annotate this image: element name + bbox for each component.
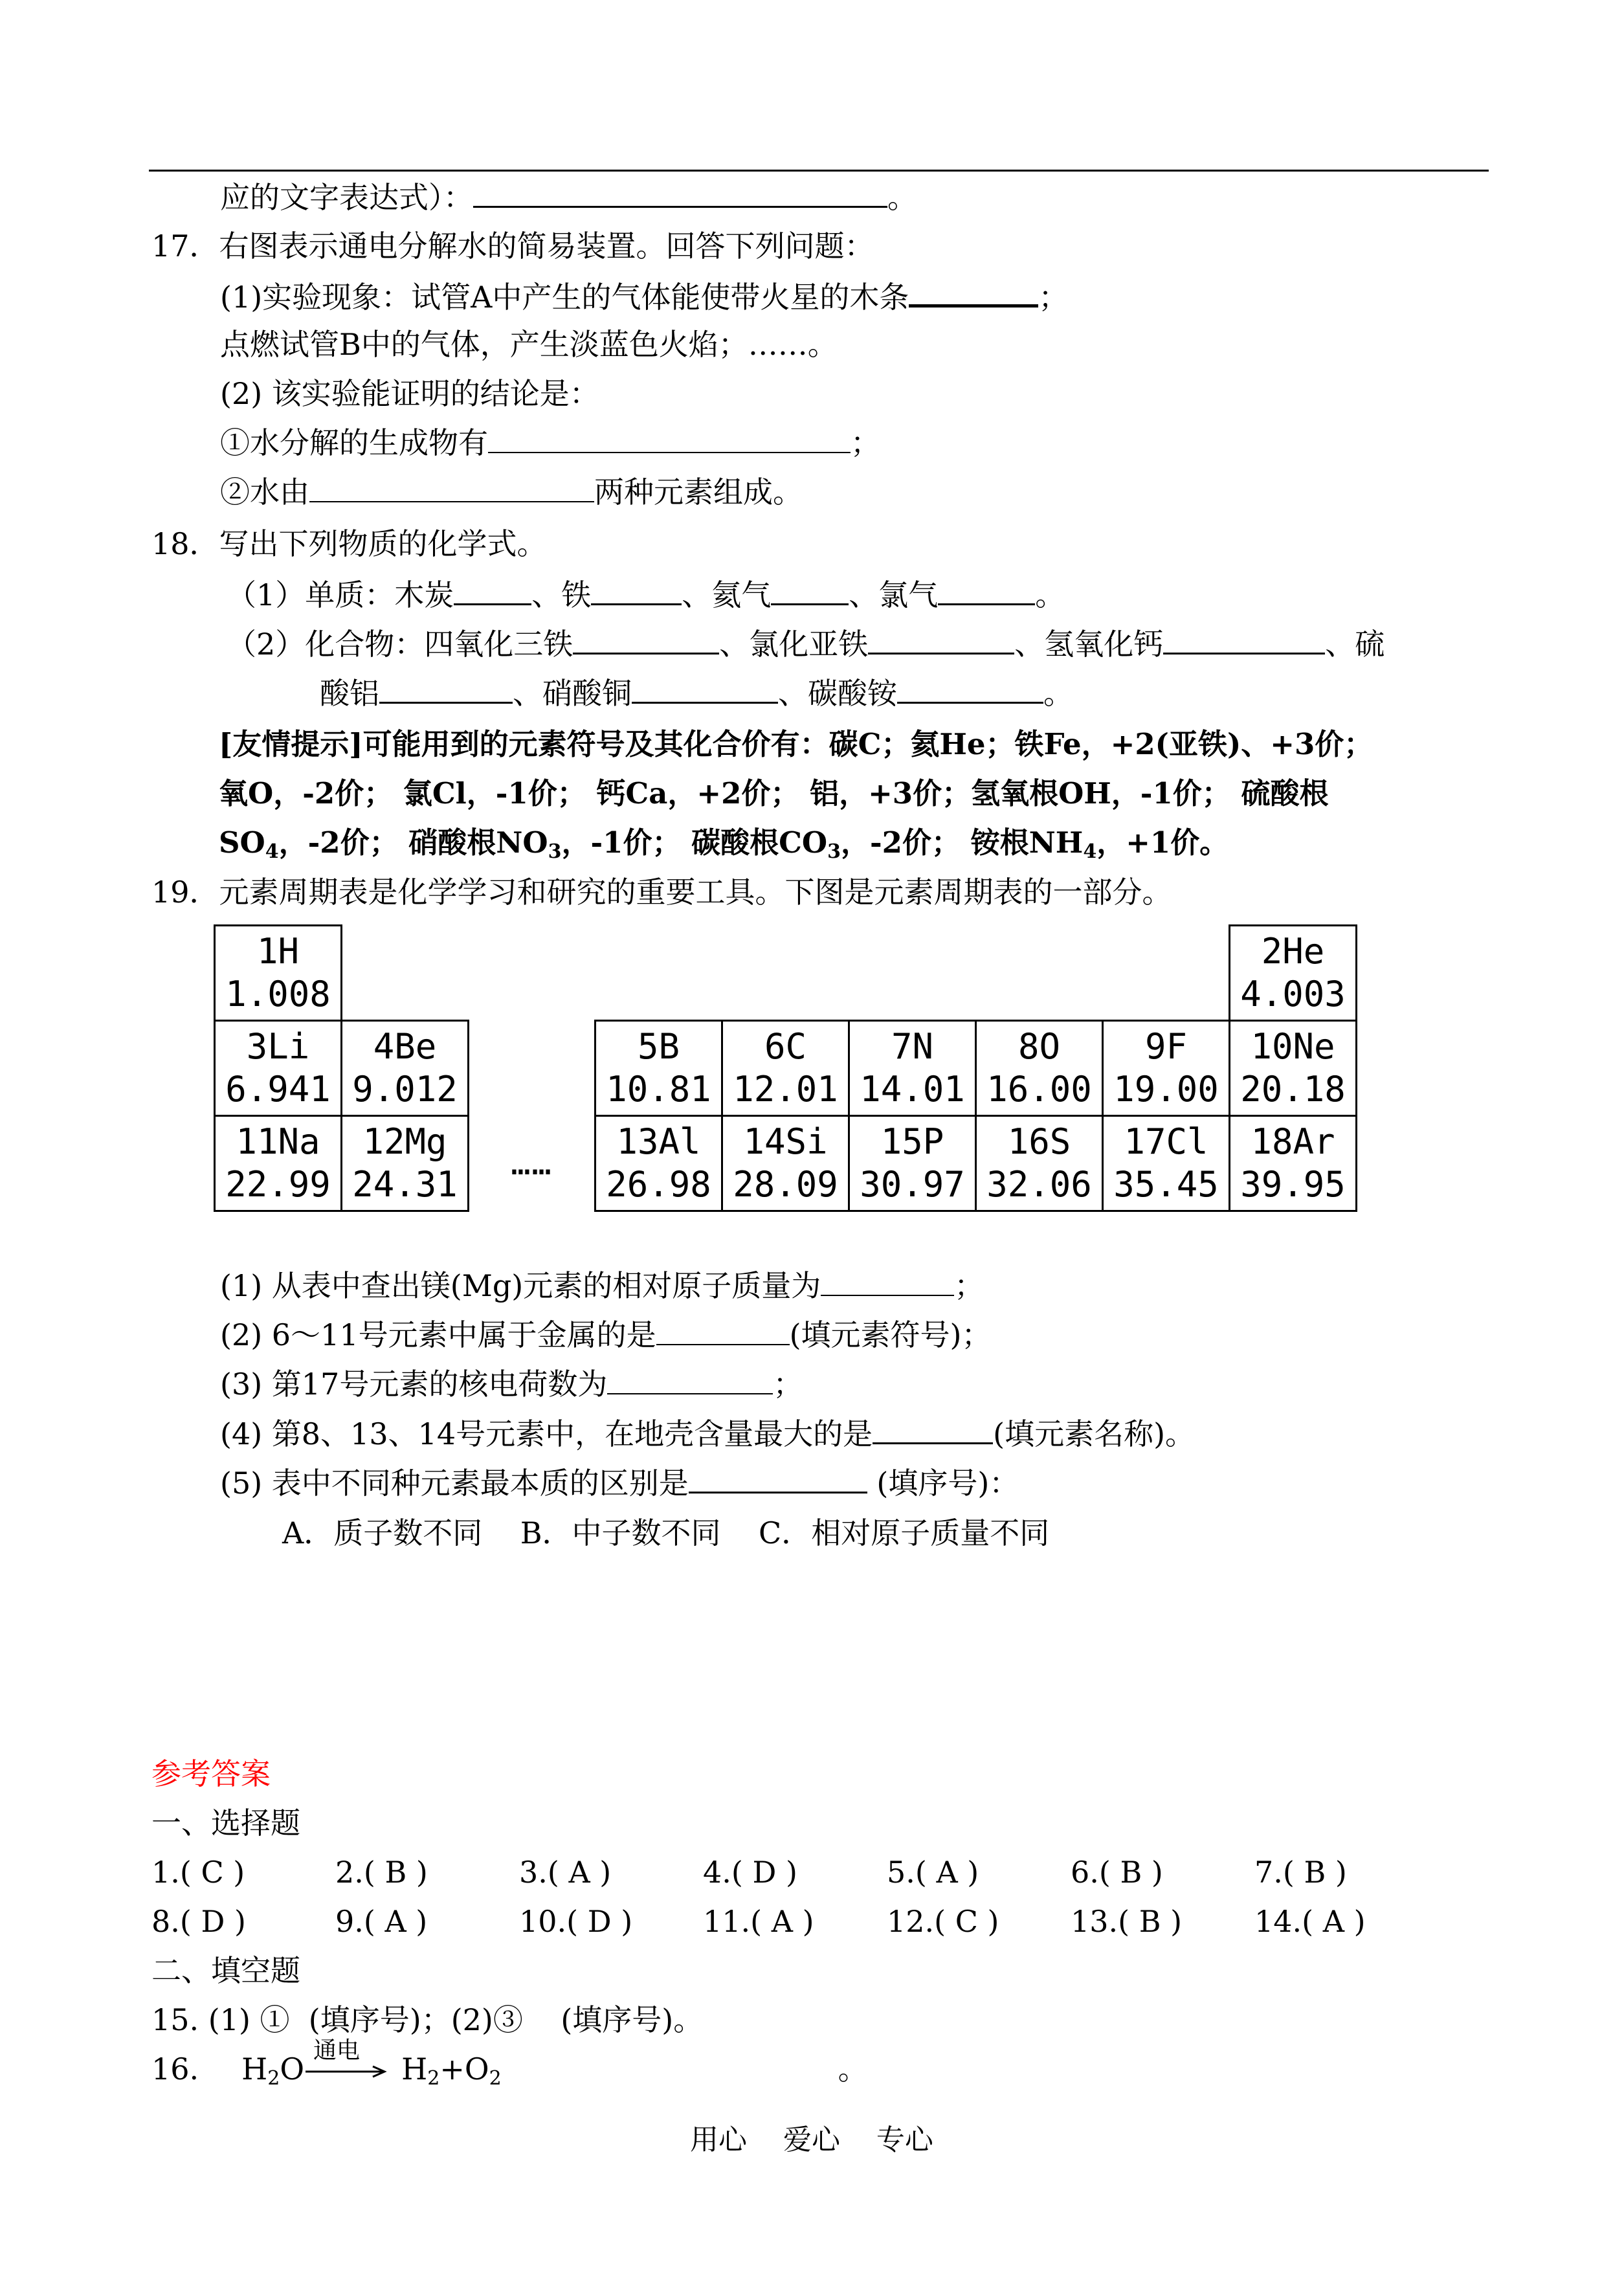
answer-blank <box>454 576 531 605</box>
answer-16: 16. $H_2O$ $H_2+O_2$ 。 <box>151 2052 868 2090</box>
q19-sub3: (3) 第17号元素的核电荷数为 ； <box>220 1367 803 1402</box>
periodic-table <box>214 924 1357 1212</box>
q18-line2: （2）化合物：四氧化三铁 、氯化亚铁 、氢氧化钙 、硫 <box>227 627 1385 662</box>
answer-item: 6.( B ) <box>1071 1855 1163 1890</box>
answer-blank <box>909 277 1038 308</box>
q19-sub1: (1) 从表中查出镁(Mg)元素的相对原子质量为 ； <box>220 1268 984 1303</box>
element-cell-p: 15P 30.97 <box>849 1116 976 1211</box>
element-cell-mg: 12Mg 24.31 <box>342 1116 469 1211</box>
answer-blank <box>632 675 778 704</box>
q16-continued: 应的文字表达式）： 。 <box>220 180 917 215</box>
element-cell-c: 6C 12.01 <box>722 1021 849 1116</box>
element-cell-si: 14Si 28.09 <box>722 1116 849 1211</box>
element-cell-f: 9F 19.00 <box>1103 1021 1230 1116</box>
answer-item: 8.( D ) <box>151 1904 246 1939</box>
answer-item: 5.( A ) <box>887 1855 979 1890</box>
element-cell-ar: 18Ar 39.95 <box>1230 1116 1357 1211</box>
element-cell-he: 2He 4.003 <box>1230 926 1357 1021</box>
answer-15: 15. (1) ① (填序号)；(2)③ (填序号)。 <box>151 2002 704 2037</box>
answer-item: 13.( B ) <box>1071 1904 1183 1939</box>
q18-line1: （1）单质：木炭 、铁 、氦气 、氯气 。 <box>227 577 1065 612</box>
header-rule <box>149 170 1489 172</box>
reaction-condition: 通电 <box>313 2037 361 2064</box>
element-cell-na: 11Na 22.99 <box>215 1116 342 1211</box>
answer-blank <box>868 625 1014 654</box>
q17-stem: 17．右图表示通电分解水的简易装置。回答下列问题： <box>151 229 874 263</box>
answer-blank <box>897 675 1043 704</box>
element-cell-cl: 17Cl 35.45 <box>1103 1116 1230 1211</box>
answer-item: 10.( D ) <box>519 1904 633 1939</box>
answer-item: 9.( A ) <box>335 1904 428 1939</box>
element-cell-n: 7N 14.01 <box>849 1021 976 1116</box>
answer-blank <box>379 675 513 704</box>
q18-hint-3: $SO_4$，-2价； 硝酸根$NO_3$，-1价； 碳酸根$CO_3$，-2价； 铵根$NH_4$，+1价。 <box>219 825 1229 863</box>
element-cell-h: 1H 1.008 <box>215 926 342 1021</box>
q19-sub5: (5) 表中不同种元素最本质的区别是 (填序号)： <box>220 1466 1019 1501</box>
element-cell-s: 16S 32.06 <box>976 1116 1103 1211</box>
q19-options: A．质子数不同 B．中子数不同 C．相对原子质量不同 <box>282 1516 1050 1550</box>
q19-stem: 19．元素周期表是化学学习和研究的重要工具。下图是元素周期表的一部分。 <box>151 875 1172 910</box>
element-cell-be: 4Be 9.012 <box>342 1021 469 1116</box>
answers-title: 参考答案 <box>151 1756 271 1791</box>
q18-line3: 酸铝 、硝酸铜 、碳酸铵 。 <box>320 676 1073 711</box>
q18-stem: 18．写出下列物质的化学式。 <box>151 526 547 561</box>
element-cell-al: 13Al 26.98 <box>595 1116 722 1211</box>
answers-section-choice: 一、选择题 <box>151 1806 300 1840</box>
answer-item: 2.( B ) <box>335 1855 428 1890</box>
answer-blank <box>488 425 851 453</box>
answer-item: 1.( C ) <box>151 1855 245 1890</box>
q18-hint-1: [友情提示]可能用到的元素符号及其化合价有：碳C；氦He；铁Fe，+2(亚铁)、+3价； <box>219 727 1374 761</box>
answer-item: 11.( A ) <box>703 1904 814 1939</box>
answer-blank <box>573 625 719 654</box>
q17-conclusion2: ②水由 两种元素组成。 <box>220 475 803 509</box>
answer-blank <box>591 576 682 605</box>
answer-blank <box>689 1464 867 1493</box>
answer-blank <box>656 1317 790 1345</box>
element-cell-li: 3Li 6.941 <box>215 1021 342 1116</box>
answer-blank <box>938 576 1035 605</box>
answer-blank <box>309 474 594 502</box>
q19-sub4: (4) 第8、13、14号元素中，在地壳含量最大的是 (填元素名称)。 <box>220 1416 1196 1451</box>
element-cell-b: 5B 10.81 <box>595 1021 722 1116</box>
answer-item: 3.( A ) <box>519 1855 612 1890</box>
q17-part1a: (1)实验现象：试管A中产生的气体能使带火星的木条 ； <box>220 277 1068 315</box>
answer-blank <box>873 1415 993 1444</box>
answer-item: 12.( C ) <box>887 1904 999 1939</box>
answer-blank <box>607 1366 773 1394</box>
q18-hint-2: 氧O，-2价； 氯Cl，-1价； 钙Ca，+2价； 铝，+3价；氢氧根OH，-1价； 硫酸根 <box>219 776 1329 811</box>
page-footer: 用心 爱心 专心 <box>690 2123 933 2156</box>
answer-item: 14.( A ) <box>1254 1904 1366 1939</box>
q17-part2: (2) 该实验能证明的结论是： <box>220 376 599 411</box>
answer-blank <box>473 179 887 208</box>
q17-conclusion1: ①水分解的生成物有 ； <box>220 425 880 460</box>
table-ellipsis: …… <box>511 1145 553 1182</box>
answer-blank <box>1163 625 1325 654</box>
q17-part1b: 点燃试管B中的气体，产生淡蓝色火焰；……。 <box>220 327 838 362</box>
answer-item: 7.( B ) <box>1254 1855 1347 1890</box>
q19-sub2: (2) 6～11号元素中属于金属的是 (填元素符号)； <box>220 1317 992 1352</box>
answer-blank <box>771 576 849 605</box>
answers-section-fill: 二、填空题 <box>151 1953 300 1988</box>
element-cell-o: 8O 16.00 <box>976 1021 1103 1116</box>
answer-blank <box>821 1268 954 1296</box>
answer-item: 4.( D ) <box>703 1855 797 1890</box>
reaction-arrow-icon <box>304 2065 388 2078</box>
element-cell-ne: 10Ne 20.18 <box>1230 1021 1357 1116</box>
